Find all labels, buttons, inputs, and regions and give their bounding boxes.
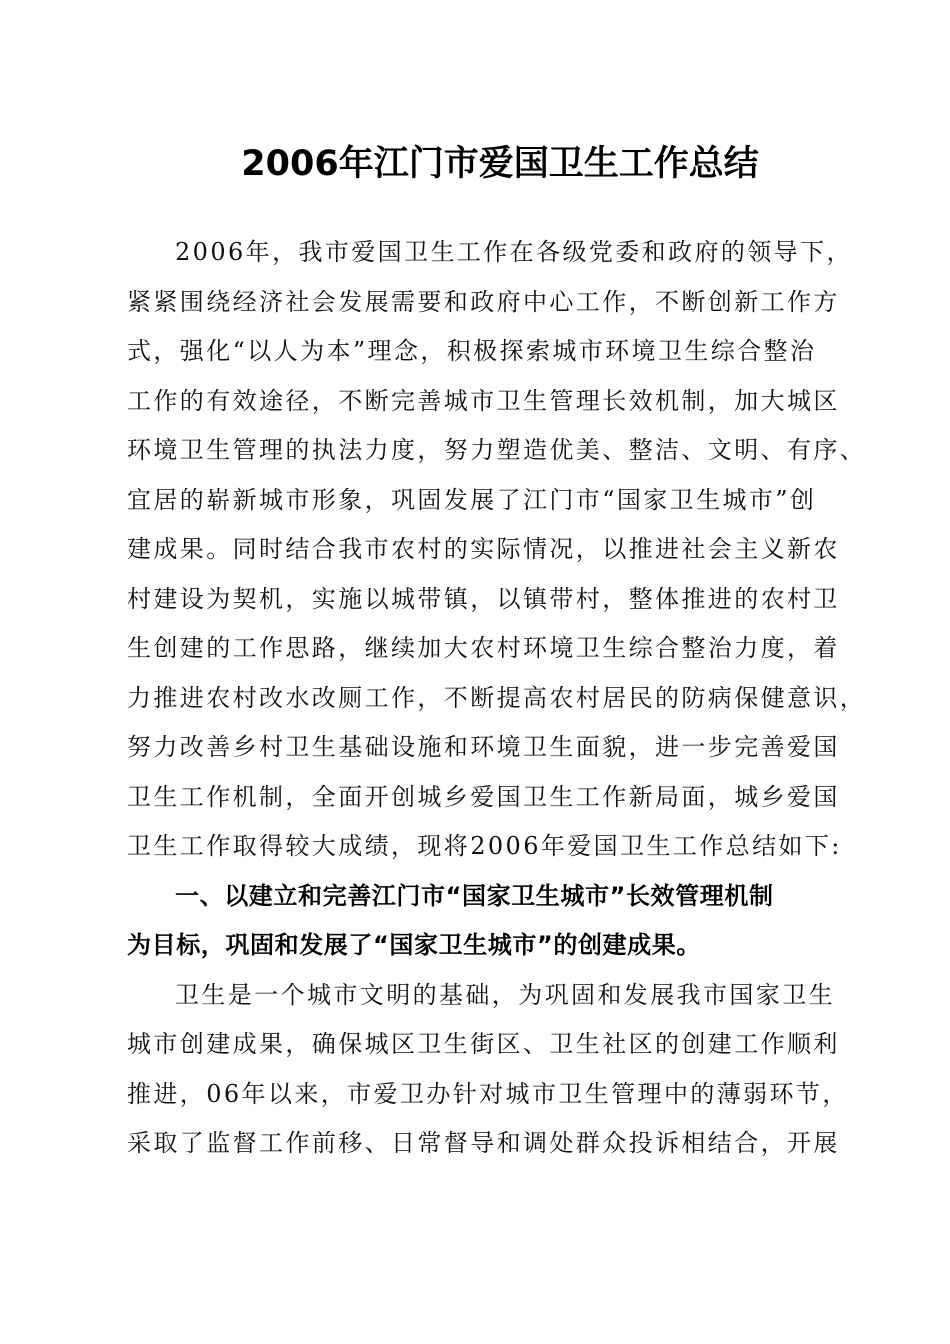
heading-line: 为目标，巩固和发展了“国家卫生城市”的创建成果。 [127,931,701,959]
paragraph-intro [127,228,867,872]
paragraph-line: 村建设为契机，实施以城带镇，以镇带村，整体推进的农村卫 [127,584,840,613]
paragraph-line: 推进，06年以来，市爱卫办针对城市卫生管理中的薄弱环节， [127,1079,849,1108]
paragraph-line: 宜居的崭新城市形象，巩固发展了江门市“国家卫生城市”创 [127,485,817,514]
heading-line: 一、以建立和完善江门市“国家卫生城市”长效管理机制 [175,881,774,910]
paragraph-line: 采取了监督工作前移、日常督导和调处群众投诉相结合，开展 [127,1129,840,1157]
paragraph-line: 2006年，我市爱国卫生工作在各级党委和政府的领导下， [175,238,853,266]
paragraph-line: 生创建的工作思路，继续加大农村环境卫生综合整治力度，着 [127,634,840,662]
paragraph-line: 卫生工作取得较大成绩，现将2006年爱国卫生工作总结如下: [127,832,842,860]
paragraph-line: 努力改善乡村卫生基础设施和环境卫生面貌，进一步完善爱国 [127,733,840,761]
paragraph-line: 环境卫生管理的执法力度，努力塑造优美、整洁、文明、有序、 [127,436,867,464]
paragraph-line: 卫生工作机制，全面开创城乡爱国卫生工作新局面，城乡爱国 [127,782,840,811]
paragraph-section-1 [127,971,849,1169]
document-body [127,228,867,1169]
paragraph-line: 式，强化“以人为本”理念，积极探索城市环境卫生综合整治 [127,337,817,365]
paragraph-line: 卫生是一个城市文明的基础，为巩固和发展我市国家卫生 [175,980,835,1009]
paragraph-line: 紧紧围绕经济社会发展需要和政府中心工作，不断创新工作方 [127,287,840,316]
paragraph-line: 建成果。同时结合我市农村的实际情况，以推进社会主义新农 [127,535,840,563]
document-title: 2006年江门市爱国卫生工作总结 [241,144,759,184]
paragraph-line: 城市创建成果，确保城区卫生街区、卫生社区的创建工作顺利 [127,1030,840,1058]
paragraph-line: 力推进农村改水改厕工作，不断提高农村居民的防病保健意识， [127,683,867,712]
section-heading-1 [127,872,827,971]
paragraph-line: 工作的有效途径，不断完善城市卫生管理长效机制，加大城区 [127,386,840,415]
